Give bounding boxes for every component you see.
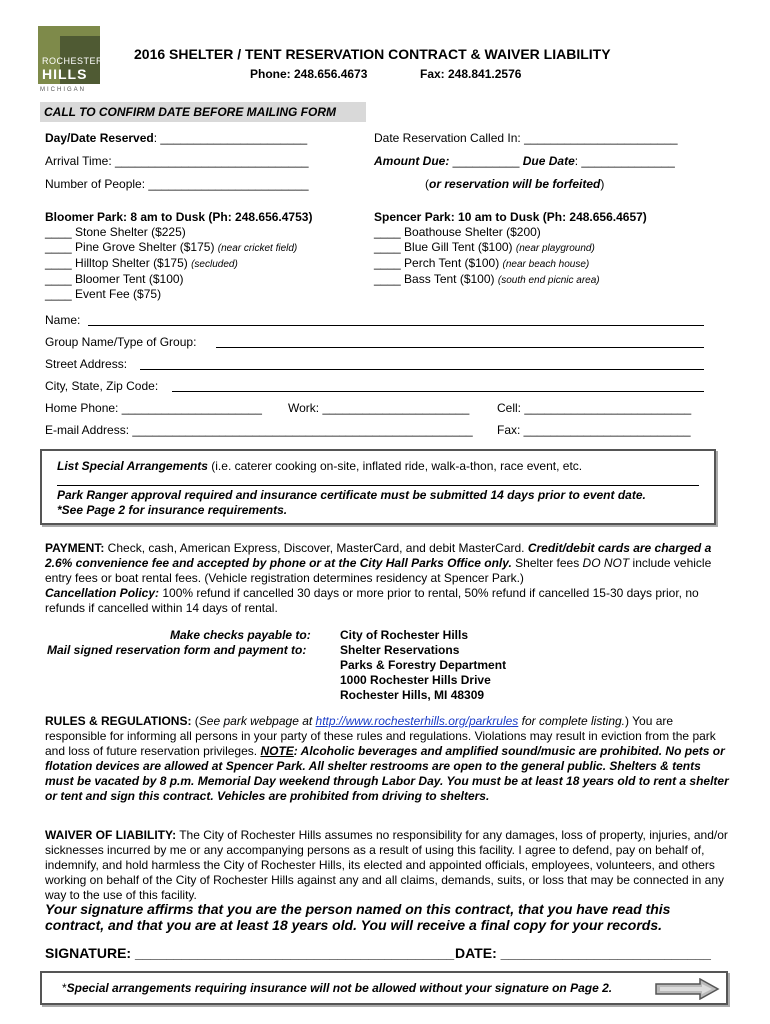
bloomer-item-event-fee[interactable] <box>45 287 297 302</box>
due-date-line: : ______________ <box>574 154 675 168</box>
address-line: City of Rochester Hills <box>340 628 469 642</box>
footer-star: * <box>62 981 67 995</box>
date-field[interactable]: DATE: ___________________________ <box>455 945 711 961</box>
spencer-item-blue-gill[interactable] <box>374 240 600 256</box>
mail-to-label: Mail signed reservation form and payment to: <box>47 643 307 657</box>
item-note: (secluded) <box>191 259 238 270</box>
header-phone: Phone: 248.656.4673 <box>250 67 368 81</box>
bloomer-park-heading: Bloomer Park: 8 am to Dusk (Ph: 248.656.4753) <box>45 210 313 224</box>
item-text: ____ Bass Tent ($100) <box>374 272 498 286</box>
number-of-people-field[interactable]: Number of People: ________________________ <box>45 177 309 191</box>
forfeit-text: or reservation will be forfeited <box>429 177 601 191</box>
payment-section <box>45 541 721 616</box>
fax-field[interactable]: Fax: _________________________ <box>497 423 691 437</box>
note-label: NOTE <box>260 744 294 758</box>
bloomer-item-tent[interactable] <box>45 272 297 287</box>
amount-due-label: Amount Due: <box>374 154 450 168</box>
special-arrangements-prompt <box>57 459 582 473</box>
signature-affirmation: Your signature affirms that you are the person named on this contract, that you have read this contract, and that you are at least 18 years old. You will receive a final copy for your records. <box>45 901 671 933</box>
item-note: (near playground) <box>515 243 595 254</box>
special-arrangements-field[interactable] <box>57 485 699 486</box>
amount-due-line: __________ <box>449 154 523 168</box>
group-label: Group Name/Type of Group: <box>45 335 197 349</box>
spencer-park-heading: Spencer Park: 10 am to Dusk (Ph: 248.656.4657) <box>374 210 647 224</box>
cancellation-text: 100% refund if cancelled 30 days or more prior to rental, 50% refund if cancelled 15-30 days prior, no refunds if cancelled within 14 days of rental. <box>45 586 699 615</box>
spencer-list <box>374 225 600 288</box>
item-text: ____ Hilltop Shelter ($175) <box>45 256 192 270</box>
signature-field[interactable]: SIGNATURE: _________________________________________ <box>45 945 455 961</box>
date-called-in-field[interactable]: Date Reservation Called In: _______________________ <box>374 131 678 145</box>
logo-line-1: ROCHESTER <box>42 56 104 66</box>
arrival-time-field[interactable]: Arrival Time: _____________________________ <box>45 154 309 168</box>
checks-payable-label: Make checks payable to: <box>170 628 311 642</box>
bloomer-list <box>45 225 297 302</box>
item-note: (near cricket field) <box>217 243 298 254</box>
footer-text: Special arrangements requiring insurance will not be allowed without your signature on Page 2. <box>66 981 613 995</box>
street-field[interactable] <box>140 369 704 370</box>
cancellation-label: Cancellation Policy: <box>45 586 160 600</box>
payment-label: PAYMENT: <box>45 541 105 555</box>
address-line: Shelter Reservations <box>340 643 460 657</box>
item-note: (south end picnic area) <box>497 275 600 286</box>
footer-note <box>62 981 612 995</box>
convenience-fee: Credit/debit cards are charged a 2.6% convenience fee and accepted by phone or at the City Hall Parks Office only. <box>45 541 712 570</box>
spencer-item-bass[interactable] <box>374 272 600 288</box>
waiver-label: WAIVER OF LIABILITY: <box>45 828 177 842</box>
park-rules-link[interactable]: http://www.rochesterhills.org/parkrules <box>315 714 519 728</box>
rules-see: See park webpage at <box>198 714 316 728</box>
item-text: ____ Bloomer Tent ($100) <box>45 272 184 286</box>
insurance-see-page: *See Page 2 for insurance requirements. <box>57 503 288 517</box>
spencer-item-perch[interactable] <box>374 256 600 272</box>
ranger-approval-note: Park Ranger approval required and insurance certificate must be submitted 14 days prior to event date. <box>57 488 646 502</box>
item-text: ____ Perch Tent ($100) <box>374 256 503 270</box>
fees-text-2: include vehicle entry fees or boat rental fees. (Vehicle registration determines residency at Spencer Park.) <box>45 556 712 585</box>
address-line: Parks & Forestry Department <box>340 658 507 672</box>
form-title: 2016 SHELTER / TENT RESERVATION CONTRACT & WAIVER LIABILITY <box>134 46 611 62</box>
rules-see-end: for complete listing. <box>518 714 626 728</box>
spencer-item-boathouse[interactable] <box>374 225 600 240</box>
bloomer-item-stone[interactable] <box>45 225 297 240</box>
address-line: Rochester Hills, MI 48309 <box>340 688 485 702</box>
waiver-section <box>45 828 729 903</box>
special-label: List Special Arrangements <box>57 459 208 473</box>
rules-body: ) You are responsible for informing all persons in your party of these rules and regulations. Violations may result in eviction from the park and loss of future reservation privileges. <box>45 714 716 758</box>
rochester-hills-logo <box>38 26 104 98</box>
name-field[interactable] <box>88 325 704 326</box>
payment-methods: Check, cash, American Express, Discover, MasterCard, and debit MasterCard. <box>104 541 528 555</box>
city-field[interactable] <box>172 391 704 392</box>
rules-label: RULES & REGULATIONS: <box>45 714 192 728</box>
amount-due-field[interactable] <box>374 154 675 168</box>
rules-section <box>45 714 729 804</box>
item-text: ____ Blue Gill Tent ($100) <box>374 240 516 254</box>
item-text: ____ Pine Grove Shelter ($175) <box>45 240 218 254</box>
fees-text: Shelter fees <box>511 556 583 570</box>
item-text: ____ Stone Shelter ($225) <box>45 225 186 239</box>
item-note: (near beach house) <box>502 259 590 270</box>
forfeit-open-paren: ( <box>425 177 429 191</box>
special-example: (i.e. caterer cooking on-site, inflated ride, walk-a-thon, race event, etc. <box>207 459 583 473</box>
bloomer-item-hilltop[interactable] <box>45 256 297 272</box>
forfeit-note <box>425 177 604 191</box>
item-text: ____ Boathouse Shelter ($200) <box>374 225 541 239</box>
due-date-label: Due Date <box>522 154 575 168</box>
email-field[interactable]: E-mail Address: ___________________________________________________ <box>45 423 473 437</box>
bloomer-item-pine-grove[interactable] <box>45 240 297 256</box>
waiver-text: The City of Rochester Hills assumes no responsibility for any damages, loss of property, injuries, and/or sicknesses incurred by me or any accompanying persons as a result of using this facility. I agree to defend, pay on behalf of, indemnify, and hold harmless the City of Rochester Hills, its elected and appointed officials, employees, volunteers, and others working on behalf of the City of Rochester Hills against any and all claims, demands, suits, or loss that may be connected in any way to the use of this facility. <box>45 828 728 902</box>
day-date-field[interactable] <box>45 131 307 145</box>
item-text: ____ Event Fee ($75) <box>45 287 162 301</box>
mailing-address <box>340 628 506 703</box>
header-fax: Fax: 248.841.2576 <box>420 67 522 81</box>
home-phone-field[interactable]: Home Phone: _____________________ <box>45 401 262 415</box>
logo-line-2: HILLS <box>42 66 88 82</box>
cell-field[interactable]: Cell: _________________________ <box>497 401 692 415</box>
city-label: City, State, Zip Code: <box>45 379 159 393</box>
work-field[interactable]: Work: ______________________ <box>288 401 470 415</box>
rules-paren: ( <box>191 714 199 728</box>
address-line: 1000 Rochester Hills Drive <box>340 673 491 687</box>
forfeit-close-paren: ) <box>600 177 605 191</box>
group-field[interactable] <box>216 347 704 348</box>
call-notice: CALL TO CONFIRM DATE BEFORE MAILING FORM <box>44 105 336 119</box>
rules-prohibited: : Alcoholic beverages and amplified sound/music are prohibited. No pets or flotation devices are allowed at Spencer Park. All shelter restrooms are open to the general public. Shelters & tents must be vacated by 8 p.m. Memorial Day weekend through Labor Day. You must be at least 18 years old to rent a shelter or tent and sign this contract. Vehicles are prohibited from driving to shelters. <box>45 744 729 803</box>
street-label: Street Address: <box>45 357 128 371</box>
day-date-label: Day/Date Reserved <box>45 131 154 145</box>
name-label: Name: <box>45 313 81 327</box>
right-arrow-icon <box>654 978 720 1000</box>
do-not-text: DO NOT <box>582 556 630 570</box>
logo-line-3: MICHIGAN <box>40 87 86 93</box>
day-date-line: : ______________________ <box>153 131 308 145</box>
